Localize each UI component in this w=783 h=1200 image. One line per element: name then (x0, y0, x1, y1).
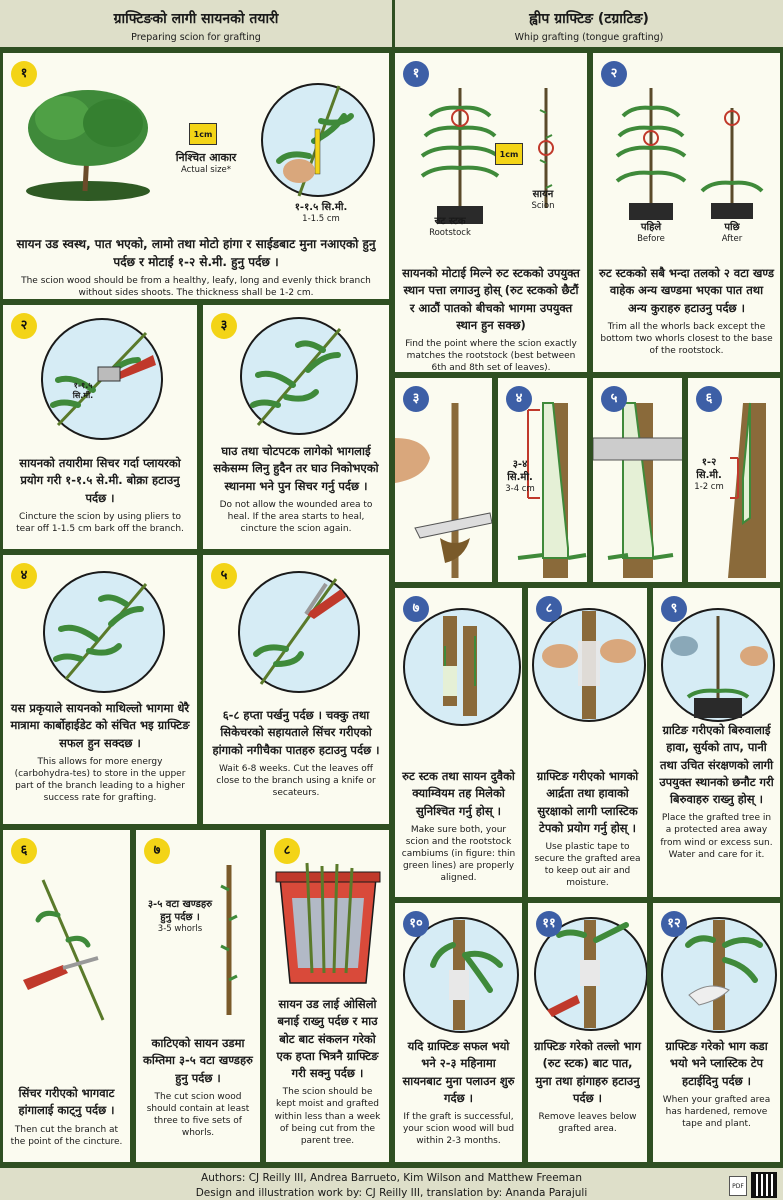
step-number: १० (403, 911, 429, 937)
credits-line: Design and illustration work by: CJ Reilly III, translation by: Ananda Parajuli (195, 1187, 588, 1200)
cut-length-label: ३-४ सि.मी. 3-4 cm (505, 459, 535, 494)
step-text: रुट स्टकको सबै भन्दा तलको २ वटा खण्ड वाहेक अन्य खण्डमा भएका पात तथा अन्य कुराहरु हटाउनु पर्दछ । Trim all the whorls back except the bottom two whorls closest to the base of the rootstock. (599, 266, 775, 357)
whip-step-1 (392, 50, 590, 375)
step-text: सायनको तयारीमा सिचर गर्दा प्लायरको प्रयोग गरी १-१.५ से.मी. बोक्रा हटाउनु पर्दछ । Cincture the scion by using pliers to tear off 1-1.5 cm bark off the branch. (16, 456, 184, 534)
step-number: १ (403, 61, 429, 87)
step-number: ३ (403, 386, 429, 412)
step-number: ४ (11, 563, 37, 589)
whip-step-4 (495, 375, 590, 585)
rootstock-label: रुट स्टक Rootstock (429, 216, 471, 238)
size-box: 1cm (495, 143, 523, 165)
step-number: ८ (274, 838, 300, 864)
step-text: यदि ग्राफ्टिङ सफल भयो भने २-३ महिनामा सायनबाट मुना पलाउन शुरु गर्दछ । If the graft is successful, your scion wood will bud within 2-3 months. (402, 1039, 515, 1147)
authors-line: Authors: CJ Reilly III, Andrea Barrueto, Kim Wilson and Matthew Freeman (201, 1172, 582, 1184)
step-number: ५ (211, 563, 237, 589)
whip-step-9 (650, 585, 783, 900)
branch-circle-icon (41, 569, 167, 695)
rootstock-plant-icon (415, 78, 505, 228)
step-number: ३ (211, 313, 237, 339)
tree-icon (13, 73, 163, 203)
before-label: पहिले Before (637, 222, 665, 244)
scion-step-6 (0, 827, 133, 1165)
watering-circle-icon (659, 606, 777, 724)
step-text: ६-८ हप्ता पर्खनु पर्दछ । चक्कु तथा सिकेचरको सहायताले सिंचर गरीएको हांगाको नगीचैका पातहरु हटाउनु पर्दछ । Wait 6-8 weeks. Cut the leaves off close to the branch using a knife or secateurs. (212, 708, 380, 799)
whip-step-5 (590, 375, 685, 585)
scion-step-1 (0, 50, 392, 302)
whorls-label: ३-५ वटा खण्डहरु हुनु पर्दछ । 3-5 whorls (147, 899, 213, 934)
right-header-title: ह्वीप ग्राफ्टिङ (टग्राटिङ) (529, 11, 649, 27)
whip-step-12 (650, 900, 783, 1165)
branch-circle-icon (238, 315, 360, 437)
right-header (392, 0, 783, 50)
whip-step-2 (590, 50, 783, 375)
qr-code-icon[interactable] (751, 1172, 777, 1198)
step-text: ग्राफ्टिङ गरेको तल्लो भाग (रुट स्टक) बाट पात, मुना तथा हांगाहरु हटाउनु पर्दछ । Remove leaves below grafted area. (534, 1039, 641, 1135)
whip-step-3 (392, 375, 495, 585)
step-text: घाउ तथा चोटपटक लागेको भागलाई सकेसम्म लिनु हुदैन तर घाउ निकोभएको स्थानमा भने पुन सिचर गर्नु पर्दछ । Do not allow the wounded area to heal. If the area starts to heal, cincture the scion again. (213, 444, 379, 535)
knife-cut-icon (395, 398, 495, 583)
step-number: ६ (11, 838, 37, 864)
scion-label: सायन Scion (531, 189, 555, 211)
step-number: २ (11, 313, 37, 339)
step-text: सायन उड लाई ओसिलो बनाई राख्नु पर्दछ र माउ बोट बाट संकलन गरेको एक हप्ता भित्रनै ग्राफ्टिङ गरी सक्नु पर्दछ । The scion should be kept moist and grafted within less than a week of being cut from the parent tree. (274, 997, 381, 1146)
left-header (0, 0, 392, 50)
tape-circle-icon (530, 606, 648, 724)
right-header-subtitle: Whip grafting (tongue grafting) (514, 32, 664, 43)
tongue-cut-icon (593, 398, 685, 583)
secateurs-circle-icon (236, 569, 362, 695)
step-text: ग्राफ्टिङ गरीएको भागको आर्द्रता तथा हावाको सुरक्षाको लागी प्लास्टिक टेपको प्रयोग गर्नु होस् । Use plastic tape to secure the grafted area to keep out air and moisture. (534, 769, 641, 889)
step-number: १२ (661, 911, 687, 937)
step-text: सायनको मोटाई मिल्ने रुट स्टकको उपयुक्त स्थान पत्ता लगाउनु होस् (रुट स्टकको छैटौं र आठौं पातको बीचको भागमा उपयुक्त स्थान हुन सक्छ) Find the point where the scion exactly matches the rootstock (best between 6th and 8th set of leaves). (402, 266, 580, 374)
step-text: ग्राफ्टिङ गरेको भाग कडा भयो भने प्लास्टिक टेप हटाईदिनु पर्दछ । When your grafted area has hardened, remove tape and plant. (662, 1039, 771, 1130)
after-plant-icon (697, 103, 767, 223)
measure-label: १-१.५ सि.मी. 1-1.5 cm (294, 202, 348, 224)
footer (0, 1165, 783, 1200)
scion-step-7 (133, 827, 263, 1165)
tongue-length-label: १-२ सि.मी. 1-2 cm (694, 457, 724, 492)
step-text: रुट स्टक तथा सायन दुवैको क्याम्वियम तह मिलेको सुनिश्चित गर्नु होस् । Make sure both, your scion and the rootstock cambiums (in figure: thin green lines) are properly aligned. (401, 769, 516, 884)
scion-stick-icon (212, 860, 246, 1020)
step-number: ७ (144, 838, 170, 864)
size-box: 1cm (189, 123, 217, 145)
cincture-measure-label: १-१.५ सि.मी. (72, 381, 94, 401)
step-number: १ (11, 61, 37, 87)
whip-step-10 (392, 900, 525, 1165)
scion-step-5 (200, 552, 392, 827)
whip-step-6 (685, 375, 783, 585)
step-text: काटिएको सायन उडमा कम्तिमा ३-५ वटा खण्डहरु हुनु पर्दछ । The cut scion wood should contain at least three to five sets of whorls. (143, 1036, 253, 1139)
step-number: २ (601, 61, 627, 87)
step-number: ६ (696, 386, 722, 412)
scion-step-3 (200, 302, 392, 552)
water-bucket-icon (272, 858, 384, 988)
whip-step-11 (525, 900, 650, 1165)
after-label: पछि After (721, 222, 743, 244)
align-circle-icon (401, 606, 523, 728)
whip-step-7 (392, 585, 525, 900)
pdf-icon[interactable]: PDF (729, 1176, 747, 1196)
measure-circle-icon (259, 81, 377, 199)
left-header-subtitle: Preparing scion for grafting (131, 32, 261, 43)
step-text: सिंचर गरीएको भागवाट हांगालाई काट्नु पर्दछ । Then cut the branch at the point of the cincture. (10, 1086, 123, 1147)
scion-step-8 (263, 827, 392, 1165)
step-number: ८ (536, 596, 562, 622)
step-number: ७ (403, 596, 429, 622)
step-text: ग्राटिङ गरीएको बिरुवालाई हावा, सुर्यको ताप, पानी तथा उचित संरक्षणको लागी उपयुक्त स्थानको छनौट गरी बिरुवाहरु राख्नु होस् । Place the grafted tree in a protected area away from wind or excess sun. Water and care for it. (659, 723, 774, 860)
scion-step-4 (0, 552, 200, 827)
scion-step-2 (0, 302, 200, 552)
whip-step-8 (525, 585, 650, 900)
step-text: यस प्रकृयाले सायनको माथिल्लो भागमा धेरै मात्रामा कार्बोहाईडेट को संचित भइ ग्राफ्टिङ सफल हुन सक्दछ । This allows for more energy (carbohydra-tes) to store in the upper part of the branch leading to a higher success rate for grafting. (10, 701, 190, 804)
before-plant-icon (611, 78, 691, 223)
pliers-circle-icon (38, 315, 166, 443)
actual-size-label: निश्चित आकार Actual size* (175, 151, 237, 176)
step-number: ५ (601, 386, 627, 412)
step-number: ११ (536, 911, 562, 937)
step-number: ९ (661, 596, 687, 622)
left-header-title: ग्राफ्टिङको लागी सायनको तयारी (113, 11, 279, 27)
step-text: सायन उड स्वस्थ, पात भएको, लामो तथा मोटो हांगा र साईडबाट मुना नआएको हुनु पर्दछ र मोटाई १-२ से.मी. हुनु पर्दछ । The scion wood should be from a healthy, leafy, long and evenly thick branch without sides shoots. The thickness shall be 1-2 cm. (16, 237, 376, 299)
step-number: ४ (506, 386, 532, 412)
cut-branch-icon (13, 870, 123, 1030)
